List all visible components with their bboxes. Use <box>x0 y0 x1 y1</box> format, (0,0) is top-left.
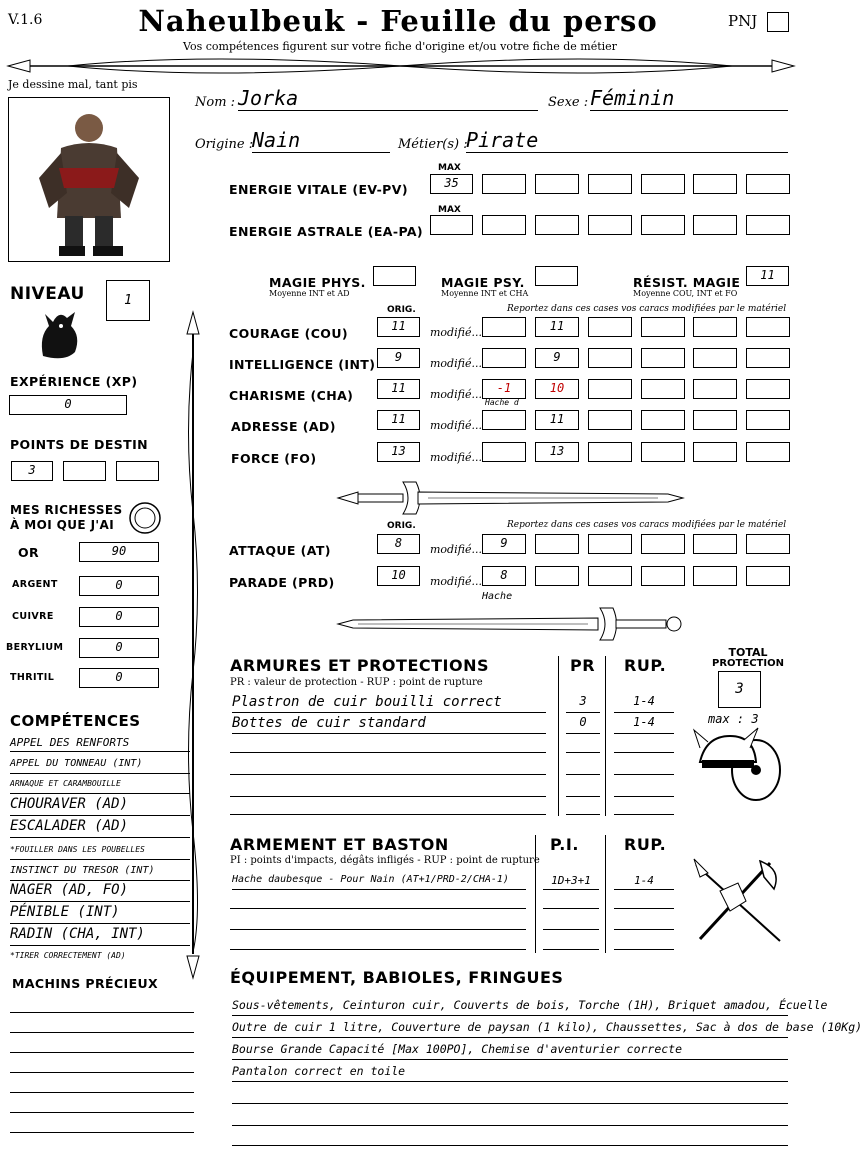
courage-label: COURAGE (COU) <box>229 326 348 341</box>
armures-title: ARMURES ET PROTECTIONS <box>230 656 489 675</box>
arme-line[interactable] <box>543 908 599 909</box>
thritil-label: THRITIL <box>10 672 55 683</box>
ea-box[interactable] <box>588 215 632 235</box>
carac-box[interactable] <box>746 317 790 337</box>
machins-line[interactable] <box>10 1012 194 1013</box>
modifie-label: modifié... <box>430 451 482 464</box>
carac-box[interactable] <box>693 410 737 430</box>
armure-line[interactable] <box>614 814 674 815</box>
equipement-line[interactable] <box>232 1108 788 1126</box>
courage-orig[interactable]: 11 <box>377 317 420 337</box>
berylium-field[interactable]: 0 <box>79 638 159 658</box>
intelligence-label: INTELLIGENCE (INT) <box>229 357 376 372</box>
armure-name[interactable]: Bottes de cuir standard <box>232 715 546 734</box>
ev-box[interactable] <box>535 174 579 194</box>
combat-box[interactable] <box>641 534 685 554</box>
charisme-orig[interactable]: 11 <box>377 379 420 399</box>
arme-line[interactable] <box>230 908 526 909</box>
charisme-mod[interactable]: -1 <box>482 379 526 399</box>
total-protection-label-2: PROTECTION <box>712 658 784 669</box>
parade-orig[interactable]: 10 <box>377 566 420 586</box>
ev-box[interactable] <box>746 174 790 194</box>
destin-field[interactable] <box>116 461 159 481</box>
armement-divider <box>535 835 536 953</box>
competence-item[interactable]: *FOUILLER DANS LES POUBELLES <box>10 845 190 860</box>
charisme-annotation: Hache d <box>485 398 519 407</box>
carac-box[interactable] <box>693 379 737 399</box>
intelligence-final[interactable]: 9 <box>535 348 579 368</box>
parade-annotation: Hache <box>482 591 513 602</box>
combat-box[interactable] <box>535 534 579 554</box>
portrait-caption: Je dessine mal, tant pis <box>8 78 138 91</box>
caracs-note: Reportez dans ces cases vos caracs modifiées par le matériel <box>507 304 787 314</box>
combat-box[interactable] <box>588 534 632 554</box>
or-label: OR <box>18 545 40 560</box>
magie-psy-label: MAGIE PSY. <box>441 275 525 290</box>
sword-icon <box>338 478 683 518</box>
combat-box[interactable] <box>641 566 685 586</box>
experience-field[interactable]: 0 <box>9 395 127 415</box>
armure-line[interactable] <box>230 796 546 797</box>
cuivre-label: CUIVRE <box>12 611 54 622</box>
equipement-line[interactable]: Outre de cuir 1 litre, Couverture de paysan (1 kilo), Chaussettes, Sac à dos de base (10Kg) <box>232 1020 788 1038</box>
parade-label: PARADE (PRD) <box>229 575 335 590</box>
competence-item[interactable]: ESCALADER (AD) <box>10 818 190 838</box>
modifie-label: modifié... <box>430 543 482 556</box>
armures-divider <box>558 656 559 816</box>
ea-max-field[interactable] <box>430 215 473 235</box>
combat-box[interactable] <box>693 566 737 586</box>
max-protection: max : 3 <box>708 712 759 726</box>
ev-max-label: MAX <box>438 163 461 173</box>
adresse-final[interactable]: 11 <box>535 410 579 430</box>
caracs-orig-label: ORIG. <box>387 305 416 315</box>
origine-label: Origine : <box>195 137 254 152</box>
richesses-label-2: À MOI QUE J'AI <box>10 518 115 532</box>
machins-line[interactable] <box>10 1092 194 1093</box>
charisme-final[interactable]: 10 <box>535 379 579 399</box>
carac-box[interactable] <box>588 442 632 462</box>
competence-item[interactable]: CHOURAVER (AD) <box>10 796 190 816</box>
dragon-icon <box>35 306 83 362</box>
armures-note: PR : valeur de protection - RUP : point de rupture <box>230 677 483 688</box>
arme-line[interactable] <box>614 929 674 930</box>
adresse-mod[interactable] <box>482 410 526 430</box>
intelligence-mod[interactable] <box>482 348 526 368</box>
competence-item[interactable]: APPEL DU TONNEAU (INT) <box>10 758 190 774</box>
resist-magie-note: Moyenne COU, INT et FO <box>633 289 738 298</box>
total-protection-field[interactable]: 3 <box>718 671 761 708</box>
machins-line[interactable] <box>10 1032 194 1033</box>
ea-box[interactable] <box>482 215 526 235</box>
magie-psy-field[interactable] <box>535 266 578 286</box>
argent-field[interactable]: 0 <box>79 576 159 596</box>
machins-line[interactable] <box>10 1052 194 1053</box>
arme-rup[interactable]: 1-4 <box>614 874 674 890</box>
cuivre-field[interactable]: 0 <box>79 607 159 627</box>
intelligence-orig[interactable]: 9 <box>377 348 420 368</box>
machins-line[interactable] <box>10 1112 194 1113</box>
carac-box[interactable] <box>588 410 632 430</box>
pnj-label: PNJ <box>728 12 758 30</box>
competence-item[interactable]: INSTINCT DU TRESOR (INT) <box>10 865 190 881</box>
armures-col-pr: PR <box>570 656 596 675</box>
magie-phys-field[interactable] <box>373 266 416 286</box>
arme-line[interactable] <box>230 949 526 950</box>
armement-divider <box>605 835 606 953</box>
thritil-field[interactable]: 0 <box>79 668 159 688</box>
arme-line[interactable] <box>543 929 599 930</box>
armement-col-pi: P.I. <box>550 835 579 854</box>
carac-box[interactable] <box>641 410 685 430</box>
berylium-label: BERYLIUM <box>6 642 64 653</box>
armement-title: ARMEMENT ET BASTON <box>230 835 449 854</box>
adresse-label: ADRESSE (AD) <box>231 419 336 434</box>
arme-line[interactable] <box>614 949 674 950</box>
equipement-line[interactable] <box>232 1086 788 1104</box>
niveau-label: NIVEAU <box>10 284 85 304</box>
magie-phys-label: MAGIE PHYS. <box>269 275 366 290</box>
armure-line[interactable] <box>614 752 674 753</box>
armure-line[interactable] <box>566 796 600 797</box>
sword-icon <box>338 604 683 644</box>
force-final[interactable]: 13 <box>535 442 579 462</box>
armures-divider <box>605 656 606 816</box>
richesses-label: MES RICHESSES <box>10 503 123 517</box>
competence-item[interactable]: *TIRER CORRECTEMENT (AD) <box>10 951 126 960</box>
resist-magie-label: RÉSIST. MAGIE <box>633 275 741 290</box>
attaque-orig[interactable]: 8 <box>377 534 420 554</box>
vertical-spear-icon <box>182 312 204 978</box>
attaque-label: ATTAQUE (AT) <box>229 543 331 558</box>
magie-phys-note: Moyenne INT et AD <box>269 289 350 298</box>
armure-line[interactable] <box>230 752 546 753</box>
ev-box[interactable] <box>588 174 632 194</box>
force-mod[interactable] <box>482 442 526 462</box>
armure-pr[interactable]: 0 <box>566 715 600 734</box>
carac-box[interactable] <box>693 442 737 462</box>
total-protection-label: TOTAL <box>728 646 768 659</box>
armure-line[interactable] <box>614 774 674 775</box>
armure-line[interactable] <box>230 774 546 775</box>
arme-name[interactable]: Hache daubesque - Pour Nain (AT+1/PRD-2/CHA-1) <box>232 874 526 890</box>
armement-note: PI : points d'impacts, dégâts infligés - RUP : point de rupture <box>230 855 540 866</box>
nom-label: Nom : <box>195 95 236 110</box>
carac-box[interactable] <box>693 317 737 337</box>
modifie-label: modifié... <box>430 388 482 401</box>
crossed-weapons-icon <box>690 855 790 947</box>
modifie-label: modifié... <box>430 357 482 370</box>
helmet-shield-icon <box>694 722 786 806</box>
armures-col-rup: RUP. <box>624 656 667 675</box>
competence-item[interactable]: APPEL DES RENFORTS <box>10 736 190 752</box>
combat-orig-label: ORIG. <box>387 521 416 531</box>
carac-box[interactable] <box>641 379 685 399</box>
equipement-line[interactable]: Pantalon correct en toile <box>232 1064 788 1082</box>
equipement-title: ÉQUIPEMENT, BABIOLES, FRINGUES <box>230 968 564 987</box>
page-subtitle: Vos compétences figurent sur votre fiche d'origine et/ou votre fiche de métier <box>183 40 617 53</box>
machins-line[interactable] <box>10 1072 194 1073</box>
ev-box[interactable] <box>693 174 737 194</box>
armure-line[interactable] <box>566 774 600 775</box>
character-portrait-icon <box>9 98 169 261</box>
carac-box[interactable] <box>746 442 790 462</box>
machins-title: MACHINS PRÉCIEUX <box>12 976 159 991</box>
parade-mod[interactable]: 8 <box>482 566 526 586</box>
adresse-orig[interactable]: 11 <box>377 410 420 430</box>
armure-pr[interactable]: 3 <box>566 694 600 713</box>
armure-line[interactable] <box>614 796 674 797</box>
portrait-frame <box>8 97 170 262</box>
carac-box[interactable] <box>746 348 790 368</box>
equipement-line[interactable] <box>232 1128 788 1146</box>
ea-box[interactable] <box>641 215 685 235</box>
header-spear-icon <box>8 52 794 80</box>
ea-max-label: MAX <box>438 205 461 215</box>
modifie-label: modifié... <box>430 326 482 339</box>
armure-rup[interactable]: 1-4 <box>614 715 674 734</box>
modifie-label: modifié... <box>430 419 482 432</box>
niveau-field[interactable]: 1 <box>106 280 150 321</box>
carac-box[interactable] <box>746 379 790 399</box>
sexe-field[interactable]: Féminin <box>590 86 788 111</box>
ea-box[interactable] <box>693 215 737 235</box>
competence-item[interactable]: PÉNIBLE (INT) <box>10 904 190 924</box>
experience-label: EXPÉRIENCE (XP) <box>10 374 138 389</box>
armure-rup[interactable]: 1-4 <box>614 694 674 713</box>
force-orig[interactable]: 13 <box>377 442 420 462</box>
arme-line[interactable] <box>614 908 674 909</box>
metier-label: Métier(s) : <box>398 137 468 152</box>
destin-label: POINTS DE DESTIN <box>10 437 149 452</box>
force-label: FORCE (FO) <box>231 451 317 466</box>
ea-box[interactable] <box>746 215 790 235</box>
modifie-label: modifié... <box>430 575 482 588</box>
carac-box[interactable] <box>588 379 632 399</box>
competence-item[interactable]: NAGER (AD, FO) <box>10 882 190 902</box>
ea-box[interactable] <box>535 215 579 235</box>
combat-box[interactable] <box>588 566 632 586</box>
attaque-mod[interactable]: 9 <box>482 534 526 554</box>
carac-box[interactable] <box>641 317 685 337</box>
courage-final[interactable]: 11 <box>535 317 579 337</box>
courage-mod[interactable] <box>482 317 526 337</box>
magie-psy-note: Moyenne INT et CHA <box>441 289 529 298</box>
metier-field[interactable]: Pirate <box>466 128 788 153</box>
coin-icon <box>128 501 162 535</box>
resist-magie-field[interactable]: 11 <box>746 266 789 286</box>
carac-box[interactable] <box>746 410 790 430</box>
origine-field[interactable]: Nain <box>252 128 390 153</box>
carac-box[interactable] <box>588 348 632 368</box>
competence-item[interactable]: RADIN (CHA, INT) <box>10 926 190 946</box>
armure-line[interactable] <box>230 814 546 815</box>
competences-title: COMPÉTENCES <box>10 712 141 730</box>
sexe-label: Sexe : <box>548 95 589 110</box>
machins-line[interactable] <box>10 1132 194 1133</box>
equipement-line[interactable]: Bourse Grande Capacité [Max 100PO], Chemise d'aventurier correcte <box>232 1042 788 1060</box>
carac-box[interactable] <box>641 348 685 368</box>
ev-box[interactable] <box>641 174 685 194</box>
ev-box[interactable] <box>482 174 526 194</box>
charisme-label: CHARISME (CHA) <box>229 388 354 403</box>
ea-label: ENERGIE ASTRALE (EA-PA) <box>229 224 424 239</box>
combat-box[interactable] <box>535 566 579 586</box>
ev-label: ENERGIE VITALE (EV-PV) <box>229 182 408 197</box>
carac-box[interactable] <box>588 317 632 337</box>
page-title: Naheulbeuk - Feuille du perso <box>138 4 658 38</box>
arme-pi[interactable]: 1D+3+1 <box>543 874 599 890</box>
arme-line[interactable] <box>230 929 526 930</box>
pnj-checkbox[interactable] <box>767 12 789 32</box>
equipement-line[interactable]: Sous-vêtements, Ceinturon cuir, Couverts de bois, Torche (1H), Briquet amadou, Écuelle <box>232 998 788 1016</box>
combat-box[interactable] <box>746 566 790 586</box>
carac-box[interactable] <box>693 348 737 368</box>
nom-field[interactable]: Jorka <box>238 86 538 111</box>
combat-box[interactable] <box>693 534 737 554</box>
carac-box[interactable] <box>641 442 685 462</box>
ev-max-field[interactable]: 35 <box>430 174 473 194</box>
or-field[interactable]: 90 <box>79 542 159 562</box>
arme-line[interactable] <box>543 949 599 950</box>
combat-note: Reportez dans ces cases vos caracs modifiées par le matériel <box>507 520 787 530</box>
destin-field[interactable]: 3 <box>11 461 53 481</box>
destin-field[interactable] <box>63 461 106 481</box>
armure-line[interactable] <box>566 752 600 753</box>
argent-label: ARGENT <box>12 579 58 590</box>
competence-item[interactable]: ARNAQUE ET CARAMBOUILLE <box>10 779 190 794</box>
armure-line[interactable] <box>566 814 600 815</box>
version-label: V.1.6 <box>8 12 43 28</box>
armure-name[interactable]: Plastron de cuir bouilli correct <box>232 694 546 713</box>
combat-box[interactable] <box>746 534 790 554</box>
armement-col-rup: RUP. <box>624 835 667 854</box>
